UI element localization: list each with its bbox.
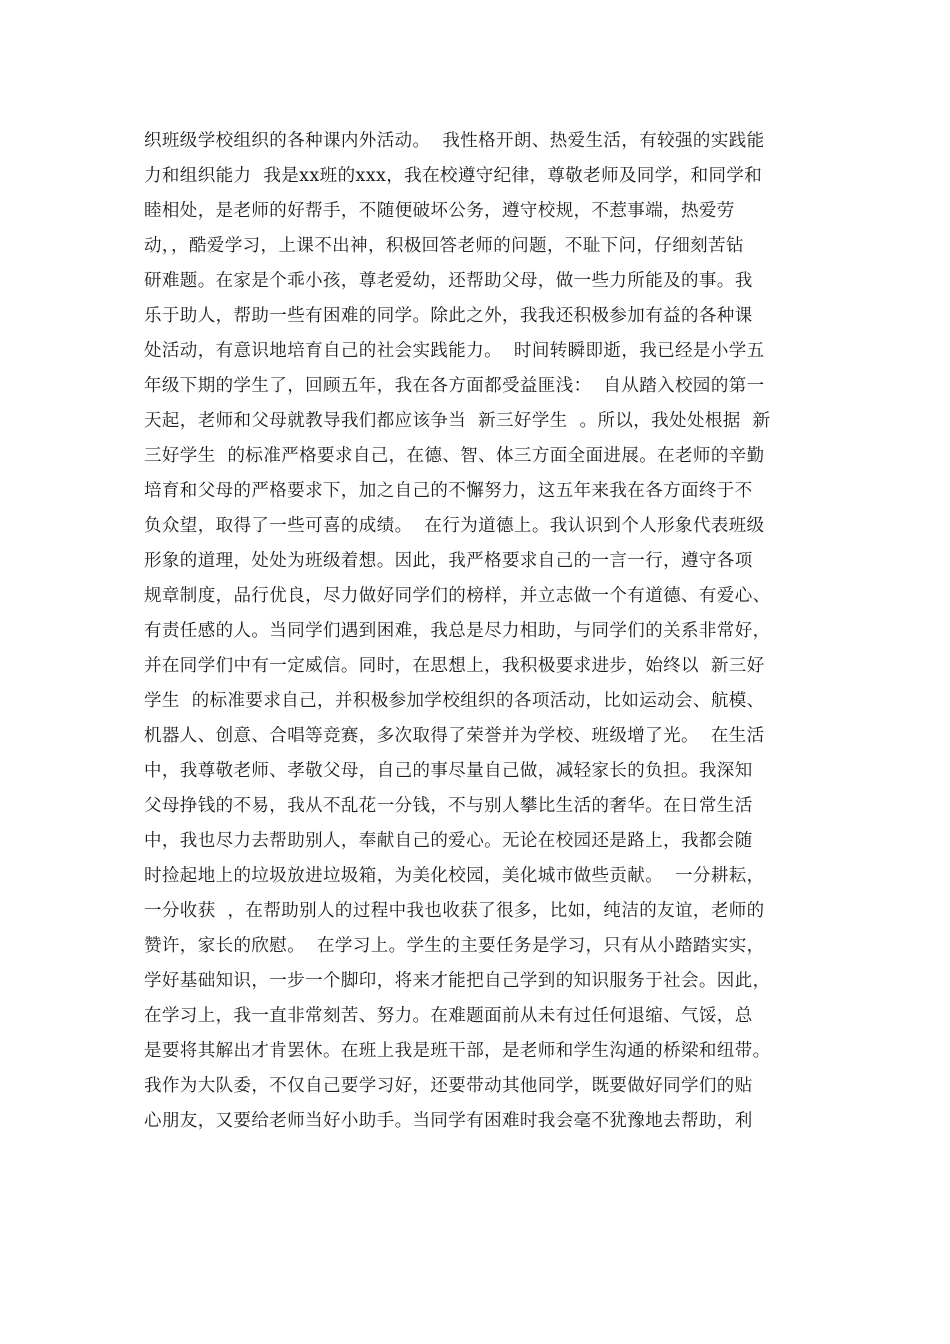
text-line: 学好基础知识，一步一个脚印，将来才能把自己学到的知识服务于社会。因此，: [144, 971, 771, 991]
text-line: 年级下期的学生了，回顾五年，我在各方面都受益匪浅： 自从踏入校园的第一: [144, 376, 765, 396]
text-line: 机器人、创意、合唱等竞赛，多次取得了荣誉并为学校、班级增了光。 在生活: [144, 726, 765, 746]
text-line: 心朋友，又要给老师当好小助手。当同学有困难时我会毫不犹豫地去帮助，利: [144, 1111, 753, 1131]
text-line: 力和组织能力 我是xx班的xxx，我在校遵守纪律，尊敬老师及同学，和同学和: [144, 166, 763, 186]
text-line: 学生 的标准要求自己，并积极参加学校组织的各项活动，比如运动会、航模、: [144, 691, 765, 711]
text-line: 天起，老师和父母就教导我们都应该争当 新三好学生 。所以，我处处根据 新: [144, 411, 771, 431]
text-line: 研难题。在家是个乖小孩，尊老爱幼，还帮助父母，做一些力所能及的事。我: [144, 271, 753, 291]
text-line: 中，我尊敬老师、孝敬父母，自己的事尽量自己做，减轻家长的负担。我深知: [144, 761, 753, 781]
text-line: 处活动，有意识地培育自己的社会实践能力。 时间转瞬即逝，我已经是小学五: [144, 341, 765, 361]
text-line: 父母挣钱的不易，我从不乱花一分钱，不与别人攀比生活的奢华。在日常生活: [144, 796, 753, 816]
text-line: 有责任感的人。当同学们遇到困难，我总是尽力相助，与同学们的关系非常好，: [144, 621, 771, 641]
text-line: 是要将其解出才肯罢休。在班上我是班干部，是老师和学生沟通的桥梁和纽带。: [144, 1041, 771, 1061]
text-line: 规章制度，品行优良，尽力做好同学们的榜样，并立志做一个有道德、有爱心、: [144, 586, 771, 606]
text-line: 赞许，家长的欣慰。 在学习上。学生的主要任务是学习，只有从小踏踏实实，: [144, 936, 765, 956]
text-line: 培育和父母的严格要求下，加之自己的不懈努力，这五年来我在各方面终于不: [144, 481, 753, 501]
text-line: 动，，酷爱学习，上课不出神，积极回答老师的问题，不耻下问，仔细刻苦钻: [144, 236, 744, 256]
text-line: 一分收获 ，在帮助别人的过程中我也收获了很多，比如，纯洁的友谊，老师的: [144, 901, 765, 921]
text-line: 并在同学们中有一定威信。同时，在思想上，我积极要求进步，始终以 新三好: [144, 656, 765, 676]
text-line: 形象的道理，处处为班级着想。因此，我严格要求自己的一言一行，遵守各项: [144, 551, 753, 571]
text-line: 时捡起地上的垃圾放进垃圾箱，为美化校园，美化城市做些贡献。 一分耕耘，: [144, 866, 765, 886]
text-line: 睦相处，是老师的好帮手，不随便破坏公务，遵守校规，不惹事端，热爱劳: [144, 201, 735, 221]
text-line: 乐于助人，帮助一些有困难的同学。除此之外，我我还积极参加有益的各种课: [144, 306, 753, 326]
text-line: 三好学生 的标准严格要求自己，在德、智、体三方面全面进展。在老师的辛勤: [144, 446, 765, 466]
text-line: 我作为大队委，不仅自己要学习好，还要带动其他同学，既要做好同学们的贴: [144, 1076, 753, 1096]
body-text: [144, 124, 824, 1139]
text-line: 织班级学校组织的各种课内外活动。 我性格开朗、热爱生活，有较强的实践能: [144, 131, 765, 151]
text-line: 中，我也尽力去帮助别人，奉献自己的爱心。无论在校园还是路上，我都会随: [144, 831, 753, 851]
text-line: 负众望，取得了一些可喜的成绩。 在行为道德上。我认识到个人形象代表班级: [144, 516, 765, 536]
text-line: 在学习上，我一直非常刻苦、努力。在难题面前从未有过任何退缩、气馁，总: [144, 1006, 753, 1026]
